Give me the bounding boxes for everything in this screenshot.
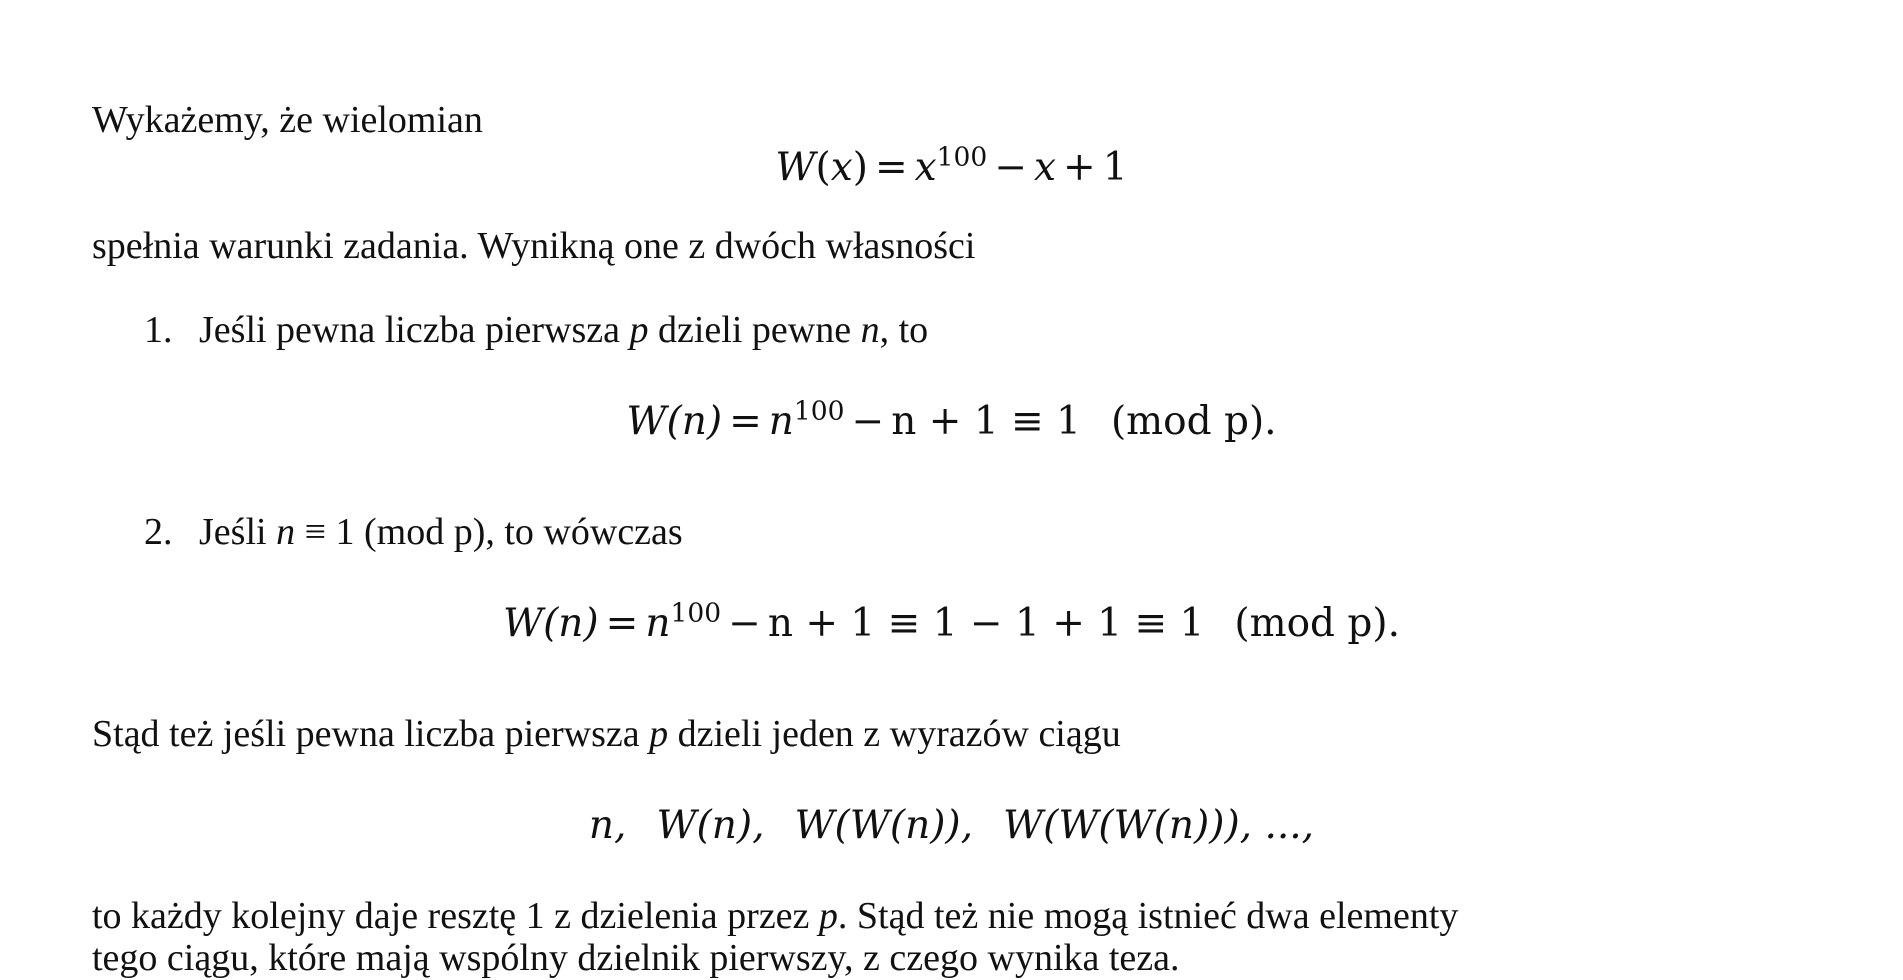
final-text-a: to każdy kolejny daje resztę 1 z dzielenia przez	[92, 895, 810, 937]
eq1-mod: (mod p).	[1110, 399, 1277, 444]
eq1-lhs: W(n)	[626, 399, 723, 444]
display-equation-1: $W(n) = n^{100} - n + 1 \equiv 1$ (mod p).	[626, 395, 1277, 444]
eq2-rest: n + 1 ≡ 1 − 1 + 1 ≡ 1	[767, 601, 1205, 646]
list-item-text-b: dzieli pewne	[658, 309, 852, 351]
conclusion-text-a: Stąd też jeśli pewna liczba pierwsza	[92, 713, 640, 755]
eq-base: x	[914, 145, 937, 190]
list-item-number: 1.	[144, 309, 173, 351]
after-eq-text: spełnia warunki zadania. Wynikną one z dwóch własności	[92, 225, 976, 267]
var-n: n	[860, 309, 880, 351]
sequence-display	[0, 804, 1903, 848]
eq2-mod: (mod p).	[1234, 601, 1400, 646]
list-item-number: 2.	[144, 511, 173, 553]
eq-exponent: 100	[936, 141, 988, 173]
var-n: n	[276, 511, 296, 553]
final-text-line-2: tego ciągu, które mają wspólny dzielnik pierwszy, z czego wynika teza.	[92, 937, 1180, 979]
seq-term-2: W(n),	[656, 803, 765, 848]
list-item-text-b: , to wówczas	[485, 511, 683, 553]
list-item-text-a: Jeśli pewna liczba pierwsza	[199, 309, 620, 351]
eq1-exponent: 100	[793, 395, 845, 427]
intro-text: Wykażemy, że wielomian	[92, 99, 483, 141]
conclusion-text-b: dzieli jeden z wyrazów ciągu	[677, 713, 1121, 755]
list-item-1	[144, 308, 928, 352]
final-text-b: . Stąd też nie mogą istnieć dwa elementy	[837, 895, 1459, 937]
congruence: ≡ 1	[304, 511, 355, 553]
display-equation-2: $W(n) = n^{100} - n + 1 \equiv 1 - 1 + 1 \equiv 1$ (mod p).	[503, 597, 1400, 646]
eq-var: x	[830, 145, 853, 190]
seq-term-4: W(W(W(n))), ...,	[1003, 803, 1315, 848]
var-p: p	[629, 309, 649, 351]
var-p: p	[649, 713, 669, 755]
seq-term-1: n,	[588, 803, 627, 848]
conclusion-paragraph	[92, 712, 1121, 756]
eq2-exponent: 100	[670, 597, 722, 629]
main-equation: $W(x) = x^{100} - x + 1$	[775, 141, 1128, 190]
list-item-text-a: Jeśli	[199, 511, 267, 553]
after-equation-paragraph	[92, 224, 975, 268]
seq-term-3: W(W(n)),	[794, 803, 974, 848]
eq1-rest: n + 1 ≡ 1	[891, 399, 1081, 444]
list-item-text-c: , to	[879, 309, 929, 351]
list-item-2	[144, 510, 683, 554]
eq-var-2: x	[1034, 145, 1057, 190]
var-p: p	[818, 895, 838, 937]
final-paragraph-line-1	[92, 894, 1458, 938]
final-paragraph-line-2	[92, 936, 1180, 980]
eq-fn: W	[775, 145, 816, 190]
intro-paragraph	[92, 98, 483, 142]
mod-p: (mod p)	[364, 511, 486, 553]
eq2-lhs: W(n)	[503, 601, 599, 646]
